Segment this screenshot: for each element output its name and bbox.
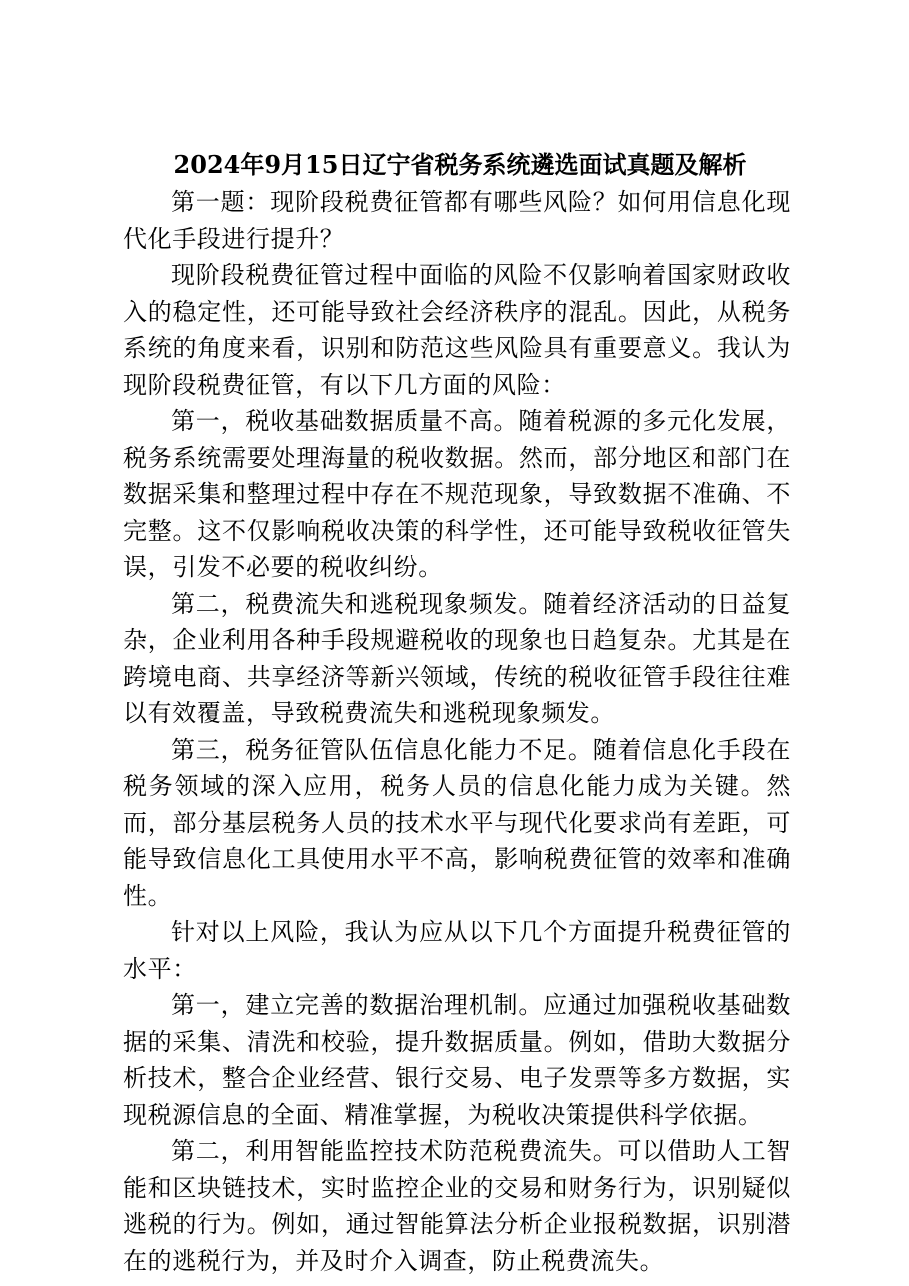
document-title: 2024年9月15日辽宁省税务系统遴选面试真题及解析 xyxy=(173,150,747,179)
body-paragraph: 第一，税收基础数据质量不高。随着税源的多元化发展，税务系统需要处理海量的税收数据。然而，部分地区和部门在数据采集和整理过程中存在不规范现象，导致数据不准确、不完整。这不仅影响税收决策的科学性，还可能导致税收征管失误，引发不必要的税收纠纷。 xyxy=(123,407,791,581)
question-paragraph: 第一题：现阶段税费征管都有哪些风险？如何用信息化现代化手段进行提升？ xyxy=(123,188,791,253)
body-paragraph: 第三，税务征管队伍信息化能力不足。随着信息化手段在税务领域的深入应用，税务人员的信息化能力成为关键。然而，部分基层税务人员的技术水平与现代化要求尚有差距，可能导致信息化工具使用水平不高，影响税费征管的效率和准确性。 xyxy=(123,735,791,910)
body-paragraph: 现阶段税费征管过程中面临的风险不仅影响着国家财政收入的稳定性，还可能导致社会经济秩序的混乱。因此，从税务系统的角度来看，识别和防范这些风险具有重要意义。我认为现阶段税费征管，有以下几方面的风险： xyxy=(123,261,791,399)
body-paragraph: 第二，税费流失和逃税现象频发。随着经济活动的日益复杂，企业利用各种手段规避税收的现象也日趋复杂。尤其是在跨境电商、共享经济等新兴领域，传统的税收征管手段往往难以有效覆盖，导致税费流失和逃税现象频发。 xyxy=(123,589,791,727)
body-paragraph: 第二，利用智能监控技术防范税费流失。可以借助人工智能和区块链技术，实时监控企业的交易和财务行为，识别疑似逃税的行为。例如，通过智能算法分析企业报税数据，识别潜在的逃税行为，并及时介入调查，防止税费流失。 xyxy=(123,1137,791,1275)
body-paragraph: 针对以上风险，我认为应从以下几个方面提升税费征管的水平： xyxy=(123,918,791,983)
body-paragraph: 第一，建立完善的数据治理机制。应通过加强税收基础数据的采集、清洗和校验，提升数据质量。例如，借助大数据分析技术，整合企业经营、银行交易、电子发票等多方数据，实现税源信息的全面、精准掌握，为税收决策提供科学依据。 xyxy=(123,991,791,1129)
document-body xyxy=(123,184,791,1279)
